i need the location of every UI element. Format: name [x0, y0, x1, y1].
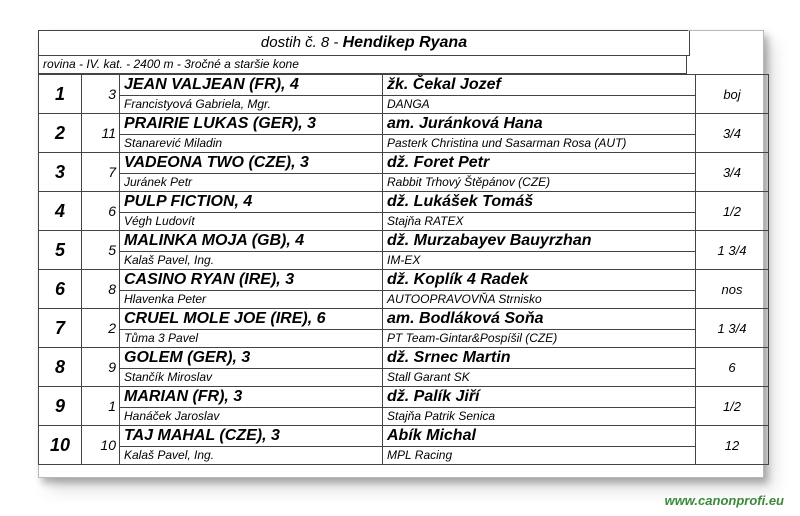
jockey-name: dž. Srnec Martin	[383, 348, 696, 369]
start-number: 10	[82, 426, 120, 465]
start-number: 8	[82, 270, 120, 309]
finish-position: 4	[39, 192, 82, 231]
stable-name: Stall Garant SK	[383, 369, 696, 387]
result-subrow	[39, 408, 769, 426]
trainer-owner: Stančík Miroslav	[120, 369, 383, 387]
trainer-owner: Kalaš Pavel, Ing.	[120, 447, 383, 465]
jockey-name: Abík Michal	[383, 426, 696, 447]
result-row	[39, 231, 769, 252]
finish-margin: 1 3/4	[696, 309, 769, 348]
start-number: 9	[82, 348, 120, 387]
start-number: 5	[82, 231, 120, 270]
finish-margin: 1/2	[696, 387, 769, 426]
start-number: 3	[82, 75, 120, 114]
result-row	[39, 75, 769, 96]
horse-name: VADEONA TWO (CZE), 3	[120, 153, 383, 174]
jockey-name: am. Bodláková Soňa	[383, 309, 696, 330]
jockey-name: žk. Čekal Jozef	[383, 75, 696, 96]
result-row	[39, 153, 769, 174]
race-conditions: rovina - IV. kat. - 2400 m - 3ročné a staršie kone	[38, 55, 687, 74]
start-number: 7	[82, 153, 120, 192]
result-row	[39, 192, 769, 213]
results-table	[38, 74, 769, 465]
result-subrow	[39, 447, 769, 465]
result-row	[39, 270, 769, 291]
result-subrow	[39, 369, 769, 387]
finish-margin: 3/4	[696, 153, 769, 192]
finish-position: 6	[39, 270, 82, 309]
finish-margin: 3/4	[696, 114, 769, 153]
finish-position: 9	[39, 387, 82, 426]
horse-name: CRUEL MOLE JOE (IRE), 6	[120, 309, 383, 330]
finish-margin: 1 3/4	[696, 231, 769, 270]
stable-name: AUTOOPRAVOVŇA Strnisko	[383, 291, 696, 309]
race-title	[38, 30, 690, 56]
stable-name: Stajňa RATEX	[383, 213, 696, 231]
finish-position: 5	[39, 231, 82, 270]
result-subrow	[39, 174, 769, 192]
trainer-owner: Kalaš Pavel, Ing.	[120, 252, 383, 270]
result-row	[39, 348, 769, 369]
horse-name: MARIAN (FR), 3	[120, 387, 383, 408]
finish-position: 7	[39, 309, 82, 348]
race-number: dostih č. 8 -	[260, 34, 339, 51]
finish-position: 8	[39, 348, 82, 387]
jockey-name: dž. Koplík 4 Radek	[383, 270, 696, 291]
result-subrow	[39, 213, 769, 231]
result-subrow	[39, 291, 769, 309]
stable-name: PT Team-Gintar&Pospíšil (CZE)	[383, 330, 696, 348]
result-subrow	[39, 252, 769, 270]
finish-position: 10	[39, 426, 82, 465]
finish-position: 2	[39, 114, 82, 153]
start-number: 6	[82, 192, 120, 231]
finish-margin: 12	[696, 426, 769, 465]
horse-name: GOLEM (GER), 3	[120, 348, 383, 369]
stable-name: Rabbit Trhový Štěpánov (CZE)	[383, 174, 696, 192]
result-subrow	[39, 330, 769, 348]
horse-name: CASINO RYAN (IRE), 3	[120, 270, 383, 291]
finish-margin: 1/2	[696, 192, 769, 231]
trainer-owner: Juránek Petr	[120, 174, 383, 192]
jockey-name: dž. Palík Jiří	[383, 387, 696, 408]
start-number: 2	[82, 309, 120, 348]
finish-margin: nos	[696, 270, 769, 309]
result-row	[39, 387, 769, 408]
jockey-name: dž. Lukášek Tomáš	[383, 192, 696, 213]
stable-name: Pasterk Christina und Sasarman Rosa (AUT)	[383, 135, 696, 153]
race-name: Hendikep Ryana	[342, 34, 468, 51]
finish-margin: 6	[696, 348, 769, 387]
horse-name: TAJ MAHAL (CZE), 3	[120, 426, 383, 447]
stable-name: Stajňa Patrik Senica	[383, 408, 696, 426]
title-spacer	[688, 30, 762, 55]
finish-position: 1	[39, 75, 82, 114]
jockey-name: am. Juránková Hana	[383, 114, 696, 135]
trainer-owner: Francistyová Gabriela, Mgr.	[120, 96, 383, 114]
finish-margin: boj	[696, 75, 769, 114]
stable-name: DANGA	[383, 96, 696, 114]
horse-name: PRAIRIE LUKAS (GER), 3	[120, 114, 383, 135]
result-row	[39, 309, 769, 330]
trainer-owner: Hlavenka Peter	[120, 291, 383, 309]
finish-position: 3	[39, 153, 82, 192]
horse-name: PULP FICTION, 4	[120, 192, 383, 213]
trainer-owner: Tůma 3 Pavel	[120, 330, 383, 348]
trainer-owner: Stanarević Miladin	[120, 135, 383, 153]
result-subrow	[39, 135, 769, 153]
trainer-owner: Végh Ludovít	[120, 213, 383, 231]
watermark: www.canonprofi.eu	[664, 493, 784, 508]
stable-name: IM-EX	[383, 252, 696, 270]
trainer-owner: Hanáček Jaroslav	[120, 408, 383, 426]
stable-name: MPL Racing	[383, 447, 696, 465]
result-row	[39, 114, 769, 135]
start-number: 11	[82, 114, 120, 153]
horse-name: JEAN VALJEAN (FR), 4	[120, 75, 383, 96]
result-subrow	[39, 96, 769, 114]
horse-name: MALINKA MOJA (GB), 4	[120, 231, 383, 252]
result-row	[39, 426, 769, 447]
jockey-name: dž. Murzabayev Bauyrzhan	[383, 231, 696, 252]
jockey-name: dž. Foret Petr	[383, 153, 696, 174]
start-number: 1	[82, 387, 120, 426]
